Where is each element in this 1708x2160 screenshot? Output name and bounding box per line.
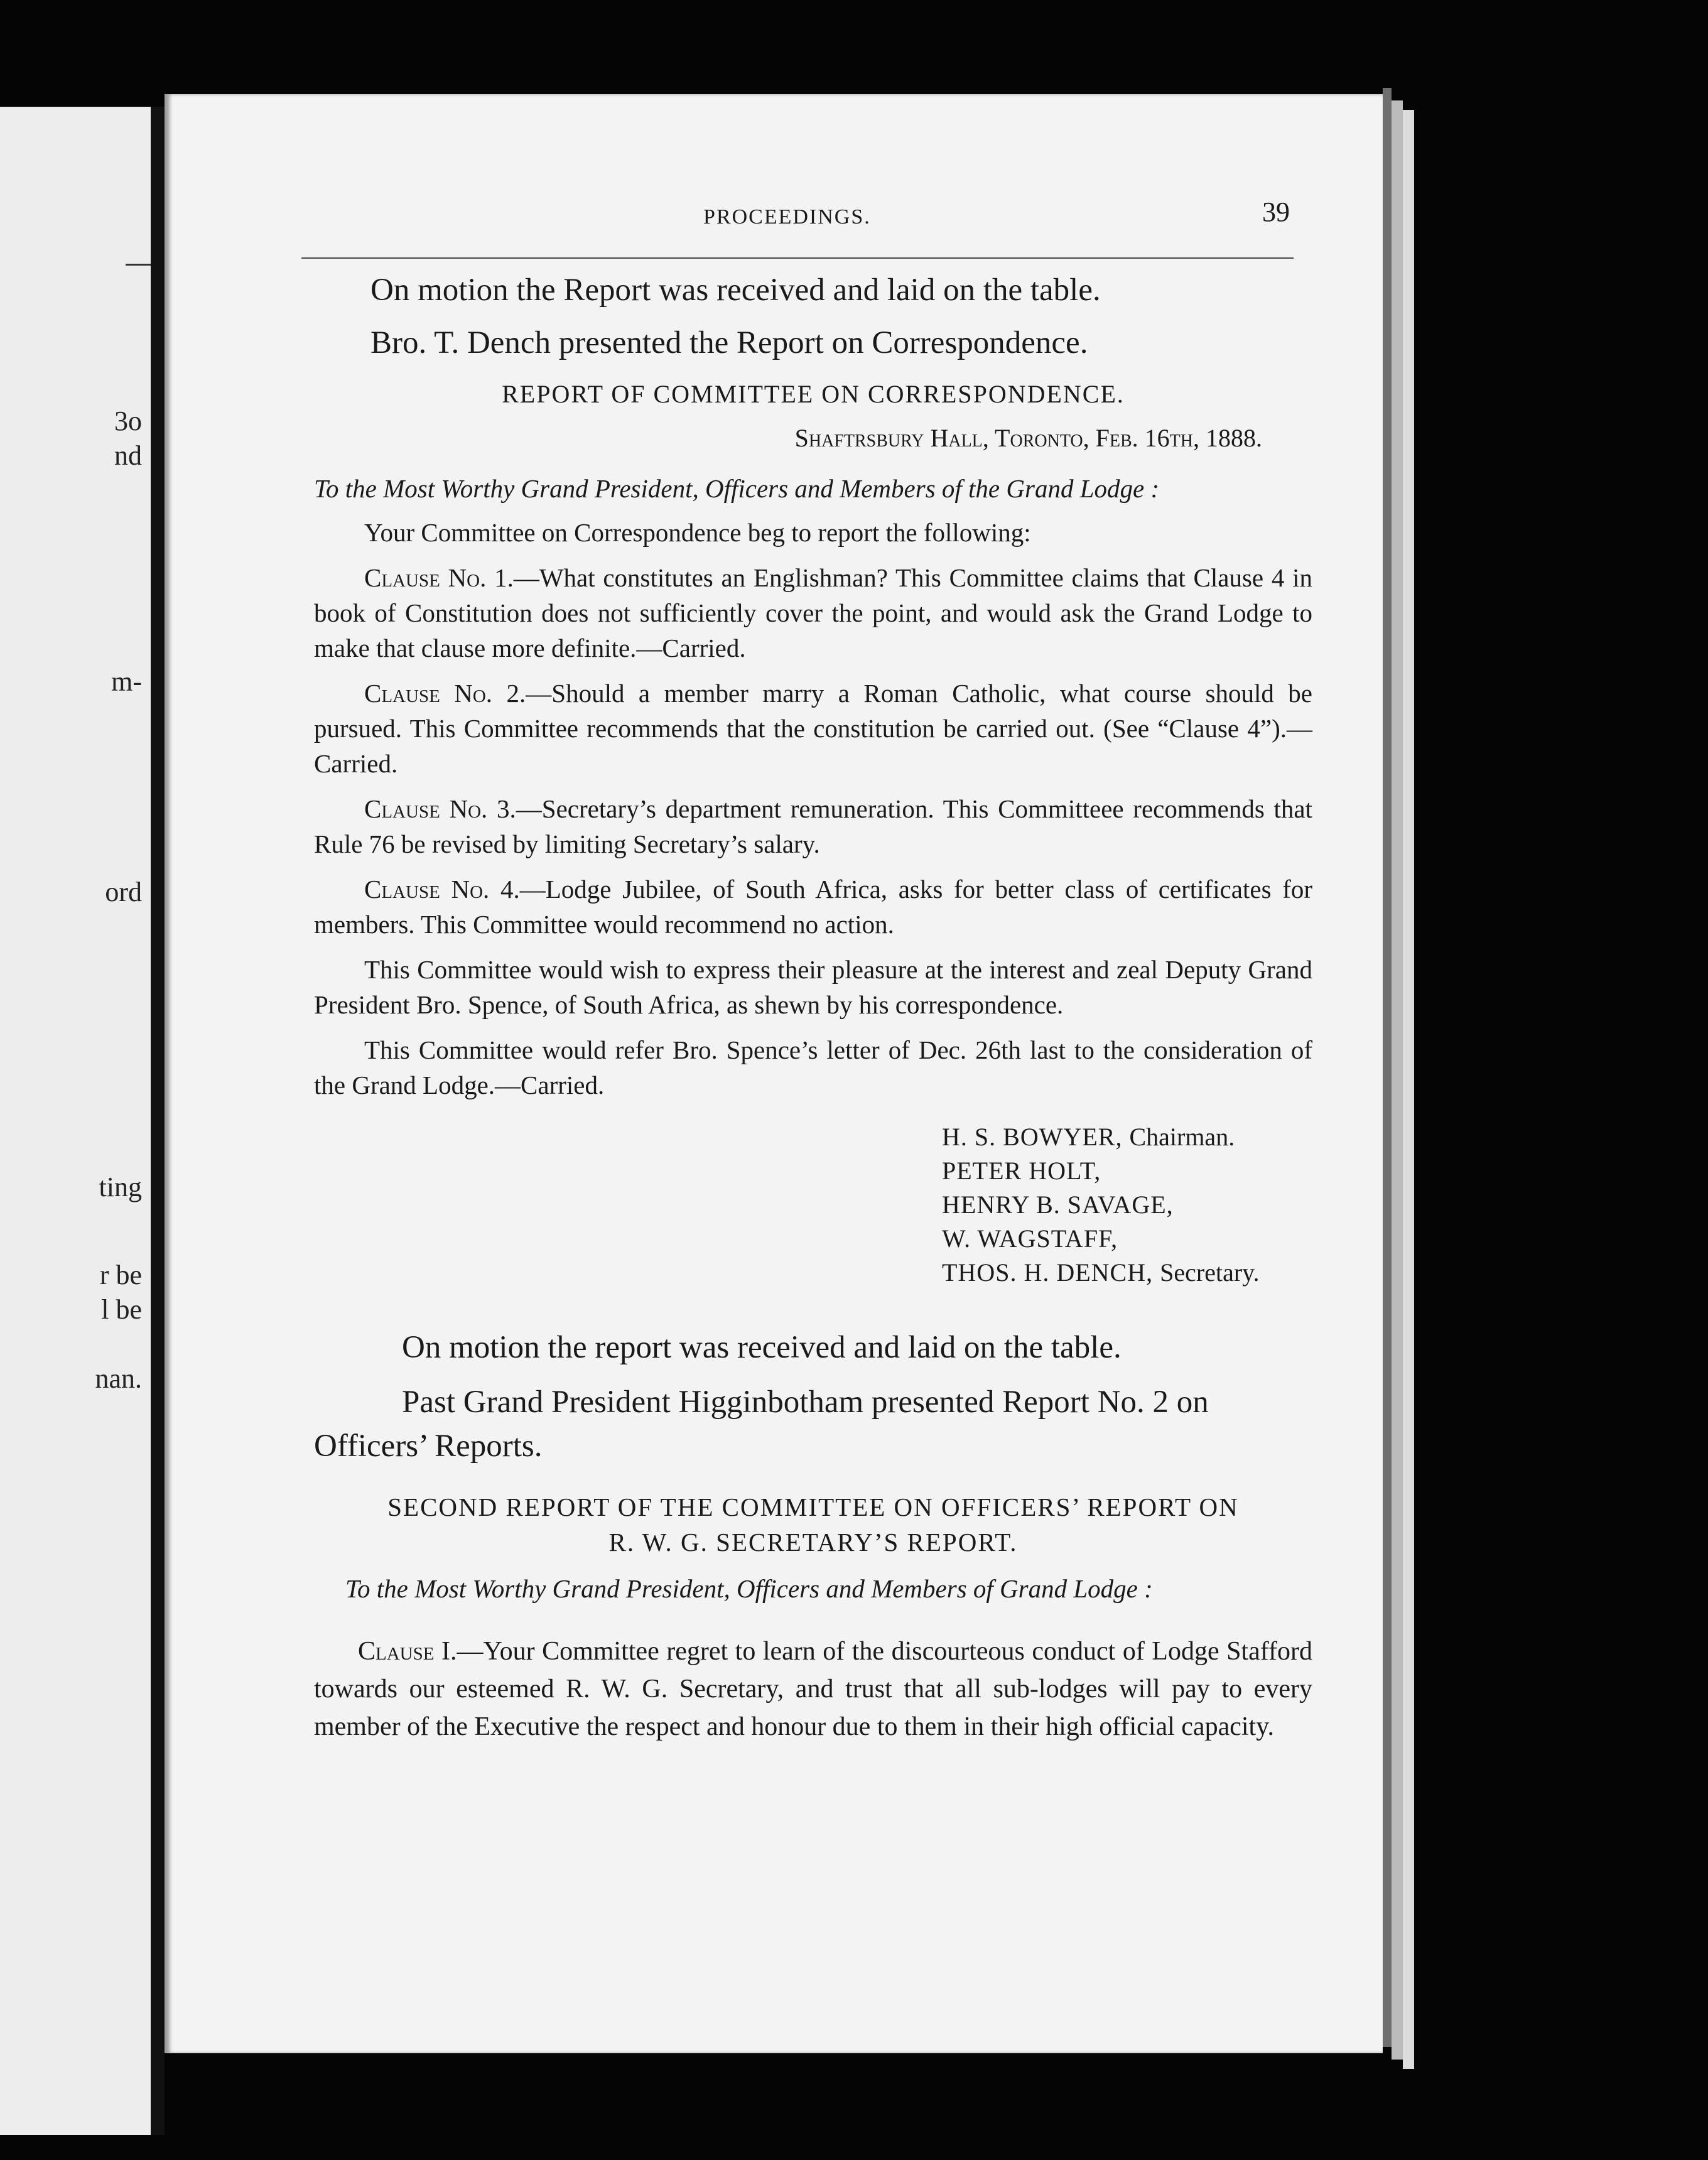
page-body xyxy=(314,270,1312,1772)
clause-text: —What constitutes an Englishman? This Committee claims that Clause 4 in book of Constitution does not sufficiently cover the point, and would ask the Grand Lodge to make that clause more definite.—Carried. xyxy=(314,563,1312,662)
salutation: To the Most Worthy Grand President, Officers and Members of the Grand Lodge : xyxy=(314,474,1160,503)
clause-text: —Lodge Jubilee, of South Africa, asks for better class of certificates for members. This Committee would recommend no action. xyxy=(314,875,1313,939)
left-page xyxy=(0,107,151,2135)
clause-text: —Should a member marry a Roman Catholic, what course should be pursued. This Committee recommends that the constitution be carried out. (See “Clause 4”).—Carried. xyxy=(314,679,1312,778)
running-head: PROCEEDINGS. xyxy=(703,205,871,229)
signature-block xyxy=(942,1120,1312,1290)
second-report-title-line: R. W. G. SECRETARY’S REPORT. xyxy=(608,1528,1018,1557)
report-intro: Your Committee on Correspondence beg to report the following: xyxy=(364,518,1031,547)
left-fragment: ord xyxy=(105,877,142,907)
signature-line xyxy=(942,1222,1312,1256)
clause-paragraph xyxy=(314,1633,1312,1746)
page-edge xyxy=(1403,110,1414,2069)
clause-text: —Secretary’s department remuneration. This Committeee recommends that Rule 76 be revised by limiting Secretary’s salary. xyxy=(314,794,1312,858)
zeal-paragraph: This Committee would wish to express their pleasure at the interest and zeal Deputy Grand President Bro. Spence, of South Africa, as shewn by his correspondence. xyxy=(314,955,1312,1019)
left-fragment: l be xyxy=(101,1294,142,1325)
book-gutter xyxy=(151,107,165,2135)
left-fragment: 3o xyxy=(114,406,142,436)
motion-line: On motion the Report was received and laid on the table. xyxy=(370,273,1101,308)
page-edge xyxy=(1392,100,1403,2060)
left-page-rule xyxy=(126,264,151,266)
signatory-name: W. WAGSTAFF, xyxy=(942,1224,1118,1253)
clause-heading: Clause No. 4. xyxy=(364,875,520,904)
left-fragment: nan. xyxy=(95,1363,142,1394)
left-fragment: ting xyxy=(99,1172,142,1202)
clause-heading: Clause No. 1. xyxy=(364,563,514,592)
clause-text: —Your Committee regret to learn of the discourteous conduct of Lodge Stafford towards our esteemed R. W. G. Secretary, and trust that all sub-lodges will pay to every member of the Executive the respect and honour due to them in their high official capacity. xyxy=(314,1637,1312,1741)
presented-line: Bro. T. Dench presented the Report on Correspondence. xyxy=(370,325,1088,360)
salutation: To the Most Worthy Grand President, Officers and Members of Grand Lodge : xyxy=(345,1574,1153,1603)
signature-line xyxy=(942,1188,1312,1222)
signatory-name: H. S. BOWYER, xyxy=(942,1123,1123,1151)
page-edge xyxy=(1383,88,1392,2047)
motion-line: On motion the report was received and laid on the table. xyxy=(402,1330,1122,1365)
header-rule xyxy=(301,257,1294,259)
clause-paragraph xyxy=(314,560,1312,666)
left-fragment: r be xyxy=(99,1260,142,1290)
clause-paragraph xyxy=(314,791,1312,861)
left-fragment: nd xyxy=(114,440,142,471)
signatory-name: THOS. H. DENCH, xyxy=(942,1258,1154,1287)
page-header xyxy=(540,121,1294,229)
page-number: 39 xyxy=(1262,197,1290,227)
second-report-title xyxy=(314,1489,1312,1560)
clause-paragraph xyxy=(314,676,1312,781)
signature-line xyxy=(942,1256,1312,1290)
signature-line xyxy=(942,1154,1312,1188)
left-fragment: m- xyxy=(111,666,142,697)
clause-heading: Clause I. xyxy=(358,1637,457,1666)
presented-line: Past Grand President Higginbotham presented Report No. 2 on Officers’ Reports. xyxy=(314,1385,1209,1464)
signatory-name: HENRY B. SAVAGE, xyxy=(942,1191,1174,1219)
signatory-role: Secretary. xyxy=(1160,1258,1260,1287)
second-report-title-line: SECOND REPORT OF THE COMMITTEE ON OFFICERS’ REPORT ON xyxy=(387,1493,1239,1521)
clause-heading: Clause No. 2. xyxy=(364,679,526,708)
signatory-name: PETER HOLT, xyxy=(942,1157,1101,1185)
report-title: REPORT OF COMMITTEE ON CORRESPONDENCE. xyxy=(502,380,1125,408)
report-venue-date: Shaftrsbury Hall, Toronto, Feb. 16th, 1888. xyxy=(794,424,1262,452)
refer-paragraph: This Committee would refer Bro. Spence’s letter of Dec. 26th last to the consideration of the Grand Lodge.—Carried. xyxy=(314,1035,1312,1099)
signatory-role: Chairman. xyxy=(1129,1123,1235,1151)
clause-paragraph xyxy=(314,872,1312,942)
clause-heading: Clause No. 3. xyxy=(364,794,516,823)
signature-line xyxy=(942,1120,1312,1154)
